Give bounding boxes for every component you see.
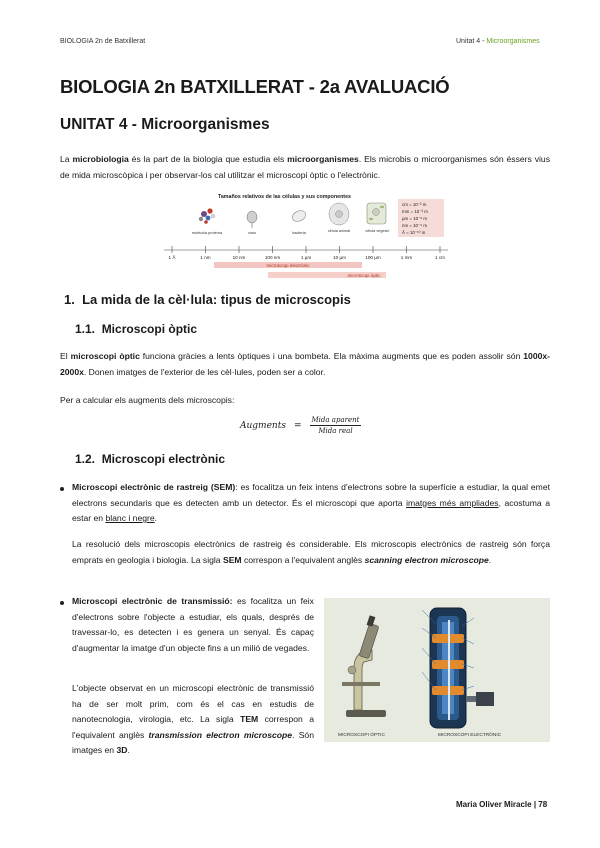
formula-lhs: Augments — [240, 420, 286, 431]
section-number: 1.1. — [75, 322, 96, 336]
scale-tick-label: 1 nm — [200, 255, 211, 260]
electron-microscope-label: MICROSCOPI ELECTRÒNIC — [438, 733, 502, 738]
microscopes-figure — [324, 598, 550, 742]
intro-term-microorganismes: microorganismes — [287, 154, 359, 164]
sem-underlined: imatges més ampliades — [406, 497, 499, 508]
section-title: Microscopi electrònic — [101, 452, 226, 466]
tem-detail-text: L'objecte observat en un microscopi electrònic de transmissió ha de ser molt prim, com és el cas en estudis de nanotecnologia, virologia, etc. La sigla — [72, 683, 314, 724]
virus-icon — [247, 211, 257, 228]
bullet-dot — [60, 487, 64, 491]
scale-ticks — [169, 246, 446, 260]
tem-paragraph — [72, 594, 314, 656]
object-label: célula animal — [327, 229, 351, 233]
section-title: Microscopi òptic — [101, 322, 198, 336]
object-label: bacteria — [292, 231, 306, 235]
scale-tick-label: 1 mm — [400, 255, 413, 260]
protein-molecule-icon — [199, 208, 215, 223]
intro-term-microbiologia: microbiologia — [72, 154, 129, 164]
formula-numerator: Mida aparent — [311, 416, 360, 424]
sem-acronym: SEM — [222, 554, 242, 565]
sem-detail-paragraph — [72, 537, 550, 568]
scale-tick-label: 1 µm — [300, 255, 312, 260]
calc-paragraph: Per a calcular els augments dels microscopis: — [60, 395, 235, 405]
optic-text: funciona gràcies a lents òptiques i una bombeta. Ela màxima augments que es poden assolir són — [139, 351, 524, 361]
running-header-right — [456, 38, 540, 45]
header-unit-accent: Microorganismes — [486, 38, 540, 45]
optic-text: . Donen imatges de l'exterior de les cèl·lules, poden ser a color. — [83, 366, 326, 377]
optic-term: microscopi òptic — [70, 351, 140, 361]
sem-paragraph — [72, 480, 550, 527]
unit-subtitle: UNITAT 4 - Microorganismes — [60, 116, 270, 133]
sem-text: . — [154, 513, 158, 523]
cell-size-scale-figure — [156, 190, 454, 282]
section-number: 1. — [64, 292, 75, 307]
optic-range-label: microscopi òptic — [347, 273, 381, 278]
section-1-heading — [64, 292, 351, 307]
object-label: célula vegetal — [365, 229, 389, 233]
tem-detail-text: . — [127, 745, 130, 755]
plant-cell-icon — [367, 203, 386, 224]
intro-paragraph — [60, 152, 550, 183]
object-label: virus — [247, 231, 257, 235]
sem-term: Microscopi electrònic de rastreig (SEM) — [72, 482, 236, 492]
sem-text: , acostuma a estar en — [72, 497, 550, 523]
bacteria-icon — [291, 209, 308, 224]
optical-microscope-label: MICROSCOPI ÒPTIC — [338, 733, 385, 738]
scale-tick-label: 100 nm — [264, 255, 281, 260]
sem-english-term: scanning electron microscope — [364, 554, 489, 565]
page-title: BIOLOGIA 2n BATXILLERAT - 2a AVALUACIÓ — [60, 76, 450, 97]
unit-legend-line: nm = 10⁻⁹ m — [402, 223, 428, 228]
tem-text: es focalitza un feix d'electrons sobre l'objecte a estudiar, els quals, després de travessar-lo, es detecten i es genera un senyal. És capaç d'augmentar la imatge d'un objecte fins a un milió de vegades. — [72, 596, 314, 653]
sem-detail-text: La resolució dels microscopis electrònics de rastreig és considerable. Els microscopis electrònics de rastreig són força emprats en geologia i biologia. La sigla — [72, 539, 550, 565]
formula-equals: = — [293, 420, 302, 431]
optic-text: El — [60, 351, 71, 361]
sem-underlined: blanc i negre — [105, 513, 155, 523]
sem-detail-text: . — [488, 554, 492, 565]
page-footer: Maria Oliver Miracle | 78 — [456, 800, 548, 809]
tem-3d: 3D — [116, 745, 128, 755]
tem-detail-text: correspon a l'equivalent anglès — [72, 714, 314, 740]
unit-legend-line: mm = 10⁻³ m — [402, 209, 428, 214]
scale-tick-label: 10 µm — [333, 255, 346, 260]
optic-paragraph — [60, 349, 550, 380]
scale-tick-label: 10 nm — [232, 255, 246, 260]
formula-denominator: Mida real — [318, 427, 353, 435]
optic-magnification: 1000x-2000x — [60, 351, 551, 377]
object-label: molécula proteína — [191, 231, 223, 235]
scale-tick-label: 100 µm — [365, 255, 381, 260]
tem-detail-text: . Són imatges en — [72, 729, 314, 755]
intro-text: és la part de la biologia que estudia els — [128, 154, 288, 164]
sem-detail-text: correspon a l'equivalent anglès — [241, 554, 365, 565]
sem-text: : es focalitza un feix intens d'electrons sobre la superfície a estudiar, la qual emet electrons secundaris que es detecten amb un detector. És el microscopi que aporta — [72, 482, 550, 508]
animal-cell-icon — [329, 203, 349, 225]
section-number: 1.2. — [75, 452, 96, 466]
tem-acronym: TEM — [240, 714, 259, 724]
scale-tick-label: 1 cm — [435, 255, 445, 260]
section-title: La mida de la cèl·lula: tipus de microscopis — [82, 292, 351, 307]
scale-tick-label: 1 Å — [168, 255, 176, 260]
bullet-dot — [60, 601, 64, 605]
tem-detail-paragraph — [72, 681, 314, 759]
section-1-2-heading — [75, 452, 225, 466]
electron-range-label: microscopi electrònic — [266, 263, 310, 268]
running-header-left: BIOLOGIA 2n de Batxillerat — [60, 38, 146, 45]
intro-text: La — [60, 154, 73, 164]
intro-text: . Els microbis o microorganismes són éssers vius de mida microscòpica i per observar-los cal utilitzar el microscopi òptic o l'electrònic. — [60, 154, 550, 180]
tem-term: Microscopi electrònic de transmissió: — [72, 596, 233, 606]
unit-legend-line: µm = 10⁻⁶ m — [402, 216, 428, 221]
formula-fraction — [310, 416, 362, 435]
section-1-1-heading — [75, 322, 197, 336]
unit-legend-line: cm = 10⁻² m — [402, 202, 427, 207]
tem-english-term: transmission electron microscope — [148, 729, 293, 740]
unit-legend-line: Å = 10⁻¹⁰ m — [402, 230, 426, 235]
magnification-formula — [240, 416, 361, 435]
header-unit-prefix: Unitat 4 - — [456, 38, 487, 45]
scale-figure-title: Tamaños relativos de las células y sus componentes — [218, 194, 351, 200]
